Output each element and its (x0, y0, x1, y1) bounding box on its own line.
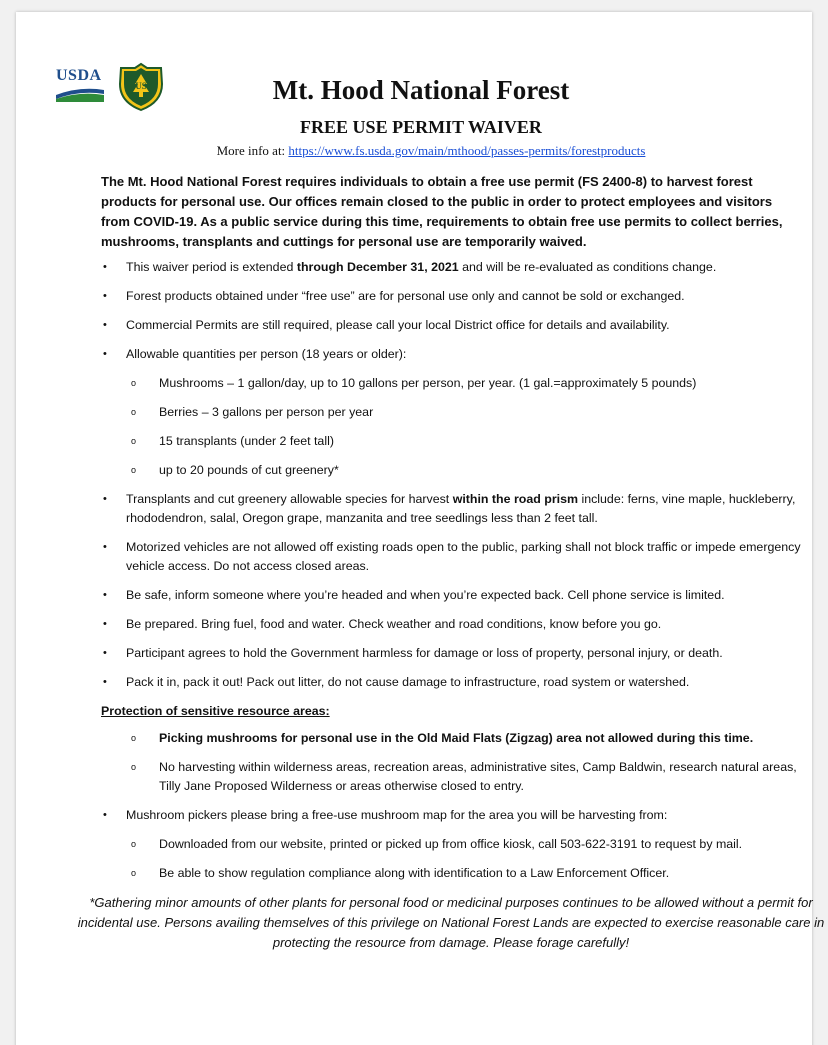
document-page (16, 12, 825, 1045)
list-item: • Commercial Permits are still required, please call your local District office for details and availability. (101, 316, 801, 335)
bullet-icon: • (103, 676, 107, 688)
usda-logo-text: USDA (56, 67, 102, 84)
list-item: • Mushroom pickers please bring a free-use mushroom map for the area you will be harvesting from: o Downloaded from our website, printed or picked up from office kiosk, call 503-622-3191 to request by mail. o Be able to show regulation compliance along with identification to a Law Enforcement Officer. (101, 806, 801, 883)
map-sublist (131, 835, 801, 883)
protection-heading: Protection of sensitive resource areas: (101, 704, 330, 718)
bullet-icon: • (103, 493, 107, 505)
circle-bullet-icon: o (131, 436, 137, 446)
more-info-link[interactable]: https://www.fs.usda.gov/main/mthood/passes-permits/forestproducts (288, 143, 646, 158)
circle-bullet-icon: o (131, 839, 137, 849)
page-subtitle: FREE USE PERMIT WAIVER (300, 117, 542, 137)
usda-swoosh-icon (56, 86, 104, 102)
circle-bullet-icon: o (131, 407, 137, 417)
list-item: • Be safe, inform someone where you’re headed and when you’re expected back. Cell phone service is limited. (101, 586, 801, 605)
document-body (77, 172, 825, 953)
bullet-icon: • (103, 618, 107, 630)
protection-sublist (131, 729, 801, 796)
more-info-label: More info at: (216, 143, 286, 158)
intro-paragraph: The Mt. Hood National Forest requires individuals to obtain a free use permit (FS 2400-8) to harvest forest products for personal use. Our offices remain closed to the public in order to protect employees and visitors from COVID-19. As a public service during this time, requirements to obtain free use permits to collect berries, mushrooms, transplants and cuttings for personal use are temporarily waived. (101, 174, 783, 249)
list-item: • Be prepared. Bring fuel, food and water. Check weather and road conditions, know before you go. (101, 615, 801, 634)
bullet-icon: • (103, 809, 107, 821)
circle-bullet-icon: o (131, 762, 137, 772)
bullet-icon: • (103, 541, 107, 553)
circle-bullet-icon: o (131, 465, 137, 475)
bullet-icon: • (103, 348, 107, 360)
footnote: *Gathering minor amounts of other plants for personal food or medicinal purposes continues to be allowed without a permit for incidental use. Persons availing themselves of this privilege on National Forest Lands are expected to exercise reasonable care in protecting the resource from damage. Please forage carefully! (77, 895, 825, 950)
sublist-item: o Berries – 3 gallons per person per year (131, 403, 801, 422)
usda-logo (56, 68, 106, 106)
badge-text: US (135, 81, 147, 91)
list-item: • Motorized vehicles are not allowed off existing roads open to the public, parking shall not block traffic or impede emergency vehicle access. Do not access closed areas. (103, 540, 801, 573)
list-item: • Allowable quantities per person (18 years or older): o Mushrooms – 1 gallon/day, up to 10 gallons per person, per year. (1 gal.=approximately 5 pounds) o Berries – 3 gallons per person per year o 15 transplants (under 2 feet tall) o up to 20 pounds of cut greenery* (101, 345, 801, 480)
bullet-icon: • (103, 261, 107, 273)
sublist-item: o Picking mushrooms for personal use in the Old Maid Flats (Zigzag) area not allowed during this time. (131, 729, 801, 748)
forest-service-badge-icon (116, 62, 166, 112)
list-item: • Participant agrees to hold the Government harmless for damage or loss of property, personal injury, or death. (101, 644, 801, 663)
bullet-icon: • (103, 589, 107, 601)
sublist-item: o Mushrooms – 1 gallon/day, up to 10 gallons per person, per year. (1 gal.=approximately 5 pounds) (131, 374, 801, 393)
bullet-icon: • (103, 319, 107, 331)
rules-list (101, 258, 801, 692)
circle-bullet-icon: o (131, 868, 137, 878)
list-item: • Pack it in, pack it out! Pack out litter, do not cause damage to infrastructure, road system or watershed. (101, 673, 801, 692)
more-info-line (106, 143, 756, 159)
page-title: Mt. Hood National Forest (272, 75, 570, 105)
bullet-icon: • (103, 290, 107, 302)
sublist-item: o up to 20 pounds of cut greenery* (131, 461, 801, 480)
circle-bullet-icon: o (131, 378, 137, 388)
bullet-icon: • (103, 647, 107, 659)
quantities-sublist (131, 374, 801, 480)
sublist-item: o Downloaded from our website, printed or picked up from office kiosk, call 503-622-3191 to request by mail. (131, 835, 801, 854)
list-item: • Transplants and cut greenery allowable species for harvest within the road prism include: ferns, vine maple, huckleberry, rhododendron, salal, Oregon grape, manzanita and tree seedlings less than 2 feet tall. (103, 492, 796, 525)
sublist-item: o Be able to show regulation compliance along with identification to a Law Enforcement Officer. (131, 864, 801, 883)
map-list (101, 806, 801, 883)
circle-bullet-icon: o (131, 733, 137, 743)
list-item: • Forest products obtained under “free use” are for personal use only and cannot be sold or exchanged. (101, 287, 801, 306)
list-item: • This waiver period is extended through December 31, 2021 and will be re-evaluated as conditions change. (101, 258, 801, 277)
sublist-item: o No harvesting within wilderness areas, recreation areas, administrative sites, Camp Baldwin, research natural areas, Tilly Jane Proposed Wilderness or areas otherwise closed to entry. (131, 760, 797, 793)
sublist-item: o 15 transplants (under 2 feet tall) (131, 432, 801, 451)
